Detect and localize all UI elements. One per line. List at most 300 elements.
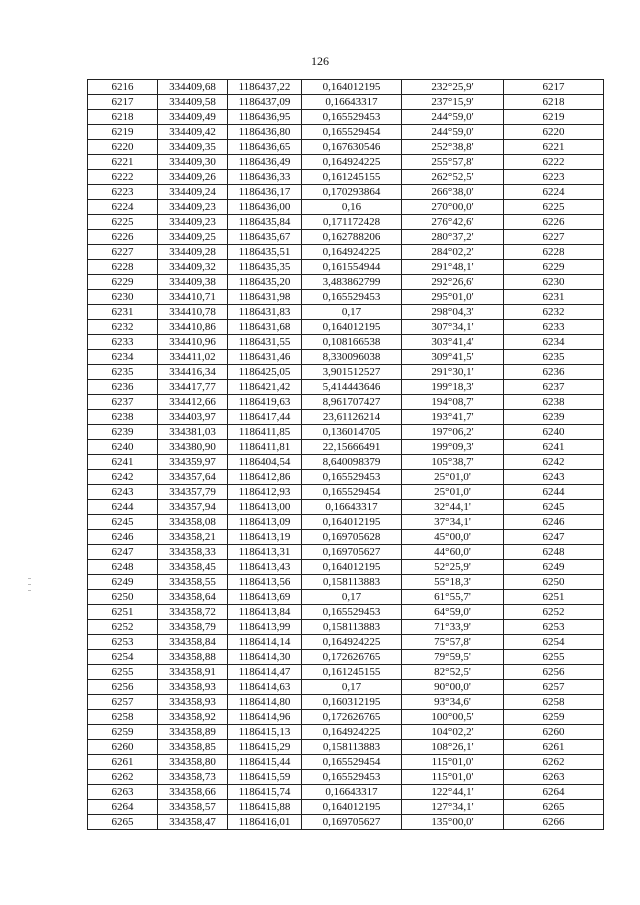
cell-direction-angle: 32°44,1' — [402, 500, 504, 515]
cell-point-number: 6264 — [88, 800, 158, 815]
page-number: 126 — [311, 54, 329, 68]
cell-distance: 0,165529454 — [302, 125, 402, 140]
cell-next-point-number: 6251 — [504, 590, 604, 605]
table-row — [88, 230, 604, 245]
cell-x-coordinate: 334409,28 — [158, 245, 228, 260]
cell-x-coordinate: 334411,02 — [158, 350, 228, 365]
cell-y-coordinate: 1186415,44 — [228, 755, 302, 770]
cell-point-number: 6234 — [88, 350, 158, 365]
cell-y-coordinate: 1186416,01 — [228, 815, 302, 830]
cell-direction-angle: 115°01,0' — [402, 755, 504, 770]
cell-point-number: 6253 — [88, 635, 158, 650]
table-row — [88, 215, 604, 230]
cell-x-coordinate: 334358,08 — [158, 515, 228, 530]
cell-direction-angle: 295°01,0' — [402, 290, 504, 305]
table-row — [88, 380, 604, 395]
cell-direction-angle: 90°00,0' — [402, 680, 504, 695]
cell-point-number: 6225 — [88, 215, 158, 230]
cell-next-point-number: 6254 — [504, 635, 604, 650]
cell-next-point-number: 6225 — [504, 200, 604, 215]
cell-point-number: 6231 — [88, 305, 158, 320]
table-row — [88, 740, 604, 755]
cell-y-coordinate: 1186436,00 — [228, 200, 302, 215]
table-row — [88, 425, 604, 440]
cell-y-coordinate: 1186435,67 — [228, 230, 302, 245]
cell-y-coordinate: 1186435,35 — [228, 260, 302, 275]
cell-point-number: 6229 — [88, 275, 158, 290]
cell-next-point-number: 6227 — [504, 230, 604, 245]
cell-direction-angle: 52°25,9' — [402, 560, 504, 575]
table-row — [88, 725, 604, 740]
cell-distance: 0,164924225 — [302, 725, 402, 740]
cell-distance: 0,165529453 — [302, 470, 402, 485]
table-row — [88, 245, 604, 260]
table-row — [88, 785, 604, 800]
table-row — [88, 305, 604, 320]
cell-point-number: 6227 — [88, 245, 158, 260]
cell-next-point-number: 6261 — [504, 740, 604, 755]
cell-x-coordinate: 334409,68 — [158, 80, 228, 95]
cell-x-coordinate: 334410,78 — [158, 305, 228, 320]
cell-distance: 0,16643317 — [302, 500, 402, 515]
cell-y-coordinate: 1186417,44 — [228, 410, 302, 425]
cell-next-point-number: 6236 — [504, 365, 604, 380]
cell-point-number: 6242 — [88, 470, 158, 485]
cell-next-point-number: 6230 — [504, 275, 604, 290]
cell-direction-angle: 127°34,1' — [402, 800, 504, 815]
cell-x-coordinate: 334409,32 — [158, 260, 228, 275]
cell-direction-angle: 193°41,7' — [402, 410, 504, 425]
margin-mark — [28, 578, 31, 579]
table-row — [88, 560, 604, 575]
cell-distance: 3,483862799 — [302, 275, 402, 290]
cell-point-number: 6219 — [88, 125, 158, 140]
cell-point-number: 6257 — [88, 695, 158, 710]
cell-next-point-number: 6256 — [504, 665, 604, 680]
cell-y-coordinate: 1186436,80 — [228, 125, 302, 140]
cell-y-coordinate: 1186411,85 — [228, 425, 302, 440]
cell-direction-angle: 135°00,0' — [402, 815, 504, 830]
cell-y-coordinate: 1186414,30 — [228, 650, 302, 665]
cell-y-coordinate: 1186435,20 — [228, 275, 302, 290]
cell-x-coordinate: 334380,90 — [158, 440, 228, 455]
cell-next-point-number: 6244 — [504, 485, 604, 500]
table-row — [88, 80, 604, 95]
table-row — [88, 95, 604, 110]
cell-point-number: 6251 — [88, 605, 158, 620]
cell-distance: 0,172626765 — [302, 650, 402, 665]
cell-x-coordinate: 334357,94 — [158, 500, 228, 515]
cell-point-number: 6249 — [88, 575, 158, 590]
cell-direction-angle: 276°42,6' — [402, 215, 504, 230]
table-row — [88, 635, 604, 650]
cell-y-coordinate: 1186413,84 — [228, 605, 302, 620]
table-row — [88, 170, 604, 185]
cell-direction-angle: 79°59,5' — [402, 650, 504, 665]
cell-distance: 0,164012195 — [302, 800, 402, 815]
cell-x-coordinate: 334358,72 — [158, 605, 228, 620]
cell-y-coordinate: 1186411,81 — [228, 440, 302, 455]
cell-x-coordinate: 334358,73 — [158, 770, 228, 785]
table-row — [88, 275, 604, 290]
cell-direction-angle: 105°38,7' — [402, 455, 504, 470]
cell-direction-angle: 307°34,1' — [402, 320, 504, 335]
table-row — [88, 710, 604, 725]
cell-point-number: 6217 — [88, 95, 158, 110]
cell-next-point-number: 6234 — [504, 335, 604, 350]
table-row — [88, 110, 604, 125]
cell-next-point-number: 6224 — [504, 185, 604, 200]
cell-point-number: 6237 — [88, 395, 158, 410]
cell-next-point-number: 6226 — [504, 215, 604, 230]
cell-x-coordinate: 334358,66 — [158, 785, 228, 800]
cell-distance: 5,414443646 — [302, 380, 402, 395]
table-row — [88, 590, 604, 605]
cell-x-coordinate: 334358,85 — [158, 740, 228, 755]
cell-y-coordinate: 1186413,19 — [228, 530, 302, 545]
cell-point-number: 6256 — [88, 680, 158, 695]
cell-x-coordinate: 334358,80 — [158, 755, 228, 770]
table-row — [88, 185, 604, 200]
cell-point-number: 6216 — [88, 80, 158, 95]
cell-direction-angle: 244°59,0' — [402, 125, 504, 140]
cell-next-point-number: 6263 — [504, 770, 604, 785]
cell-distance: 0,17 — [302, 590, 402, 605]
coordinates-table-body — [88, 80, 604, 830]
table-row — [88, 650, 604, 665]
cell-distance: 0,161245155 — [302, 170, 402, 185]
cell-direction-angle: 292°26,6' — [402, 275, 504, 290]
cell-distance: 0,158113883 — [302, 575, 402, 590]
cell-x-coordinate: 334416,34 — [158, 365, 228, 380]
cell-direction-angle: 232°25,9' — [402, 80, 504, 95]
cell-point-number: 6222 — [88, 170, 158, 185]
cell-x-coordinate: 334358,64 — [158, 590, 228, 605]
cell-direction-angle: 270°00,0' — [402, 200, 504, 215]
cell-direction-angle: 75°57,8' — [402, 635, 504, 650]
cell-direction-angle: 197°06,2' — [402, 425, 504, 440]
table-row — [88, 470, 604, 485]
cell-point-number: 6228 — [88, 260, 158, 275]
table-row — [88, 800, 604, 815]
cell-point-number: 6236 — [88, 380, 158, 395]
cell-direction-angle: 280°37,2' — [402, 230, 504, 245]
cell-point-number: 6247 — [88, 545, 158, 560]
cell-distance: 0,136014705 — [302, 425, 402, 440]
cell-x-coordinate: 334358,84 — [158, 635, 228, 650]
cell-direction-angle: 93°34,6' — [402, 695, 504, 710]
cell-next-point-number: 6258 — [504, 695, 604, 710]
cell-x-coordinate: 334410,86 — [158, 320, 228, 335]
table-row — [88, 530, 604, 545]
cell-next-point-number: 6253 — [504, 620, 604, 635]
table-row — [88, 125, 604, 140]
cell-direction-angle: 252°38,8' — [402, 140, 504, 155]
cell-y-coordinate: 1186435,51 — [228, 245, 302, 260]
cell-next-point-number: 6245 — [504, 500, 604, 515]
cell-distance: 0,108166538 — [302, 335, 402, 350]
cell-x-coordinate: 334358,89 — [158, 725, 228, 740]
cell-point-number: 6244 — [88, 500, 158, 515]
cell-direction-angle: 122°44,1' — [402, 785, 504, 800]
cell-y-coordinate: 1186415,59 — [228, 770, 302, 785]
cell-y-coordinate: 1186437,09 — [228, 95, 302, 110]
table-row — [88, 605, 604, 620]
cell-x-coordinate: 334358,88 — [158, 650, 228, 665]
cell-x-coordinate: 334409,23 — [158, 200, 228, 215]
cell-x-coordinate: 334409,58 — [158, 95, 228, 110]
table-row — [88, 320, 604, 335]
cell-distance: 0,165529454 — [302, 755, 402, 770]
cell-next-point-number: 6217 — [504, 80, 604, 95]
cell-next-point-number: 6222 — [504, 155, 604, 170]
table-row — [88, 575, 604, 590]
cell-point-number: 6238 — [88, 410, 158, 425]
table-row — [88, 665, 604, 680]
cell-y-coordinate: 1186412,93 — [228, 485, 302, 500]
cell-next-point-number: 6260 — [504, 725, 604, 740]
cell-x-coordinate: 334410,96 — [158, 335, 228, 350]
cell-distance: 0,169705627 — [302, 545, 402, 560]
cell-next-point-number: 6238 — [504, 395, 604, 410]
cell-direction-angle: 44°60,0' — [402, 545, 504, 560]
cell-point-number: 6254 — [88, 650, 158, 665]
cell-next-point-number: 6264 — [504, 785, 604, 800]
cell-y-coordinate: 1186436,33 — [228, 170, 302, 185]
cell-point-number: 6221 — [88, 155, 158, 170]
table-row — [88, 695, 604, 710]
cell-distance: 0,17 — [302, 680, 402, 695]
cell-x-coordinate: 334357,64 — [158, 470, 228, 485]
cell-point-number: 6245 — [88, 515, 158, 530]
cell-point-number: 6243 — [88, 485, 158, 500]
cell-y-coordinate: 1186425,05 — [228, 365, 302, 380]
cell-distance: 23,61126214 — [302, 410, 402, 425]
cell-direction-angle: 82°52,5' — [402, 665, 504, 680]
cell-point-number: 6250 — [88, 590, 158, 605]
cell-next-point-number: 6231 — [504, 290, 604, 305]
cell-x-coordinate: 334358,33 — [158, 545, 228, 560]
table-row — [88, 410, 604, 425]
cell-x-coordinate: 334409,35 — [158, 140, 228, 155]
cell-x-coordinate: 334358,91 — [158, 665, 228, 680]
cell-point-number: 6241 — [88, 455, 158, 470]
cell-y-coordinate: 1186421,42 — [228, 380, 302, 395]
cell-distance: 0,165529453 — [302, 605, 402, 620]
table-row — [88, 680, 604, 695]
table-row — [88, 455, 604, 470]
cell-y-coordinate: 1186413,09 — [228, 515, 302, 530]
cell-direction-angle: 37°34,1' — [402, 515, 504, 530]
table-row — [88, 500, 604, 515]
cell-next-point-number: 6240 — [504, 425, 604, 440]
cell-direction-angle: 291°30,1' — [402, 365, 504, 380]
cell-y-coordinate: 1186413,56 — [228, 575, 302, 590]
cell-direction-angle: 55°18,3' — [402, 575, 504, 590]
cell-x-coordinate: 334409,24 — [158, 185, 228, 200]
cell-distance: 0,158113883 — [302, 740, 402, 755]
cell-y-coordinate: 1186404,54 — [228, 455, 302, 470]
cell-x-coordinate: 334410,71 — [158, 290, 228, 305]
cell-direction-angle: 25°01,0' — [402, 485, 504, 500]
cell-y-coordinate: 1186414,63 — [228, 680, 302, 695]
cell-direction-angle: 303°41,4' — [402, 335, 504, 350]
cell-next-point-number: 6257 — [504, 680, 604, 695]
cell-point-number: 6235 — [88, 365, 158, 380]
table-row — [88, 350, 604, 365]
cell-distance: 0,164924225 — [302, 155, 402, 170]
cell-point-number: 6263 — [88, 785, 158, 800]
cell-y-coordinate: 1186413,69 — [228, 590, 302, 605]
table-row — [88, 620, 604, 635]
cell-x-coordinate: 334358,92 — [158, 710, 228, 725]
cell-point-number: 6255 — [88, 665, 158, 680]
table-row — [88, 770, 604, 785]
cell-point-number: 6262 — [88, 770, 158, 785]
cell-distance: 8,961707427 — [302, 395, 402, 410]
cell-direction-angle: 194°08,7' — [402, 395, 504, 410]
cell-next-point-number: 6265 — [504, 800, 604, 815]
coordinates-table — [87, 79, 604, 830]
cell-point-number: 6230 — [88, 290, 158, 305]
cell-next-point-number: 6247 — [504, 530, 604, 545]
cell-y-coordinate: 1186436,17 — [228, 185, 302, 200]
cell-distance: 8,330096038 — [302, 350, 402, 365]
cell-distance: 0,161245155 — [302, 665, 402, 680]
cell-next-point-number: 6259 — [504, 710, 604, 725]
cell-next-point-number: 6252 — [504, 605, 604, 620]
cell-next-point-number: 6223 — [504, 170, 604, 185]
cell-x-coordinate: 334409,38 — [158, 275, 228, 290]
cell-direction-angle: 284°02,2' — [402, 245, 504, 260]
cell-distance: 0,171172428 — [302, 215, 402, 230]
table-row — [88, 440, 604, 455]
cell-point-number: 6252 — [88, 620, 158, 635]
cell-y-coordinate: 1186415,13 — [228, 725, 302, 740]
cell-next-point-number: 6248 — [504, 545, 604, 560]
margin-mark — [28, 590, 31, 591]
cell-point-number: 6233 — [88, 335, 158, 350]
cell-x-coordinate: 334381,03 — [158, 425, 228, 440]
cell-x-coordinate: 334409,30 — [158, 155, 228, 170]
cell-distance: 8,640098379 — [302, 455, 402, 470]
table-row — [88, 515, 604, 530]
cell-point-number: 6223 — [88, 185, 158, 200]
cell-next-point-number: 6229 — [504, 260, 604, 275]
cell-direction-angle: 45°00,0' — [402, 530, 504, 545]
cell-y-coordinate: 1186431,55 — [228, 335, 302, 350]
cell-distance: 0,16 — [302, 200, 402, 215]
cell-x-coordinate: 334417,77 — [158, 380, 228, 395]
cell-y-coordinate: 1186437,22 — [228, 80, 302, 95]
cell-next-point-number: 6249 — [504, 560, 604, 575]
cell-x-coordinate: 334358,45 — [158, 560, 228, 575]
cell-direction-angle: 298°04,3' — [402, 305, 504, 320]
cell-distance: 0,164012195 — [302, 80, 402, 95]
cell-direction-angle: 64°59,0' — [402, 605, 504, 620]
cell-distance: 0,16643317 — [302, 785, 402, 800]
cell-x-coordinate: 334358,57 — [158, 800, 228, 815]
table-row — [88, 290, 604, 305]
cell-y-coordinate: 1186419,63 — [228, 395, 302, 410]
cell-y-coordinate: 1186415,74 — [228, 785, 302, 800]
table-row — [88, 155, 604, 170]
cell-point-number: 6260 — [88, 740, 158, 755]
cell-distance: 0,164924225 — [302, 635, 402, 650]
cell-direction-angle: 61°55,7' — [402, 590, 504, 605]
cell-direction-angle: 104°02,2' — [402, 725, 504, 740]
table-row — [88, 485, 604, 500]
cell-next-point-number: 6233 — [504, 320, 604, 335]
cell-next-point-number: 6262 — [504, 755, 604, 770]
cell-direction-angle: 244°59,0' — [402, 110, 504, 125]
table-row — [88, 395, 604, 410]
cell-point-number: 6220 — [88, 140, 158, 155]
cell-x-coordinate: 334358,79 — [158, 620, 228, 635]
cell-y-coordinate: 1186414,14 — [228, 635, 302, 650]
cell-distance: 0,164924225 — [302, 245, 402, 260]
cell-direction-angle: 291°48,1' — [402, 260, 504, 275]
cell-distance: 0,165529453 — [302, 110, 402, 125]
cell-y-coordinate: 1186431,68 — [228, 320, 302, 335]
cell-distance: 0,169705627 — [302, 815, 402, 830]
cell-x-coordinate: 334357,79 — [158, 485, 228, 500]
cell-direction-angle: 199°09,3' — [402, 440, 504, 455]
cell-distance: 0,167630546 — [302, 140, 402, 155]
cell-y-coordinate: 1186412,86 — [228, 470, 302, 485]
cell-y-coordinate: 1186415,88 — [228, 800, 302, 815]
cell-point-number: 6259 — [88, 725, 158, 740]
cell-x-coordinate: 334358,93 — [158, 680, 228, 695]
table-row — [88, 200, 604, 215]
cell-x-coordinate: 334409,42 — [158, 125, 228, 140]
cell-y-coordinate: 1186435,84 — [228, 215, 302, 230]
cell-y-coordinate: 1186413,43 — [228, 560, 302, 575]
cell-distance: 0,158113883 — [302, 620, 402, 635]
table-row — [88, 140, 604, 155]
cell-y-coordinate: 1186414,47 — [228, 665, 302, 680]
cell-next-point-number: 6246 — [504, 515, 604, 530]
cell-point-number: 6224 — [88, 200, 158, 215]
table-row — [88, 545, 604, 560]
cell-point-number: 6258 — [88, 710, 158, 725]
cell-y-coordinate: 1186413,00 — [228, 500, 302, 515]
cell-next-point-number: 6237 — [504, 380, 604, 395]
cell-next-point-number: 6228 — [504, 245, 604, 260]
cell-x-coordinate: 334409,23 — [158, 215, 228, 230]
cell-y-coordinate: 1186415,29 — [228, 740, 302, 755]
cell-point-number: 6248 — [88, 560, 158, 575]
cell-direction-angle: 108°26,1' — [402, 740, 504, 755]
cell-point-number: 6246 — [88, 530, 158, 545]
cell-next-point-number: 6220 — [504, 125, 604, 140]
cell-x-coordinate: 334409,49 — [158, 110, 228, 125]
cell-point-number: 6239 — [88, 425, 158, 440]
cell-x-coordinate: 334359,97 — [158, 455, 228, 470]
cell-x-coordinate: 334358,21 — [158, 530, 228, 545]
cell-direction-angle: 266°38,0' — [402, 185, 504, 200]
cell-y-coordinate: 1186431,46 — [228, 350, 302, 365]
cell-point-number: 6261 — [88, 755, 158, 770]
cell-point-number: 6240 — [88, 440, 158, 455]
cell-distance: 0,161554944 — [302, 260, 402, 275]
cell-direction-angle: 255°57,8' — [402, 155, 504, 170]
cell-x-coordinate: 334412,66 — [158, 395, 228, 410]
cell-x-coordinate: 334358,47 — [158, 815, 228, 830]
cell-y-coordinate: 1186414,80 — [228, 695, 302, 710]
cell-y-coordinate: 1186413,31 — [228, 545, 302, 560]
cell-point-number: 6226 — [88, 230, 158, 245]
